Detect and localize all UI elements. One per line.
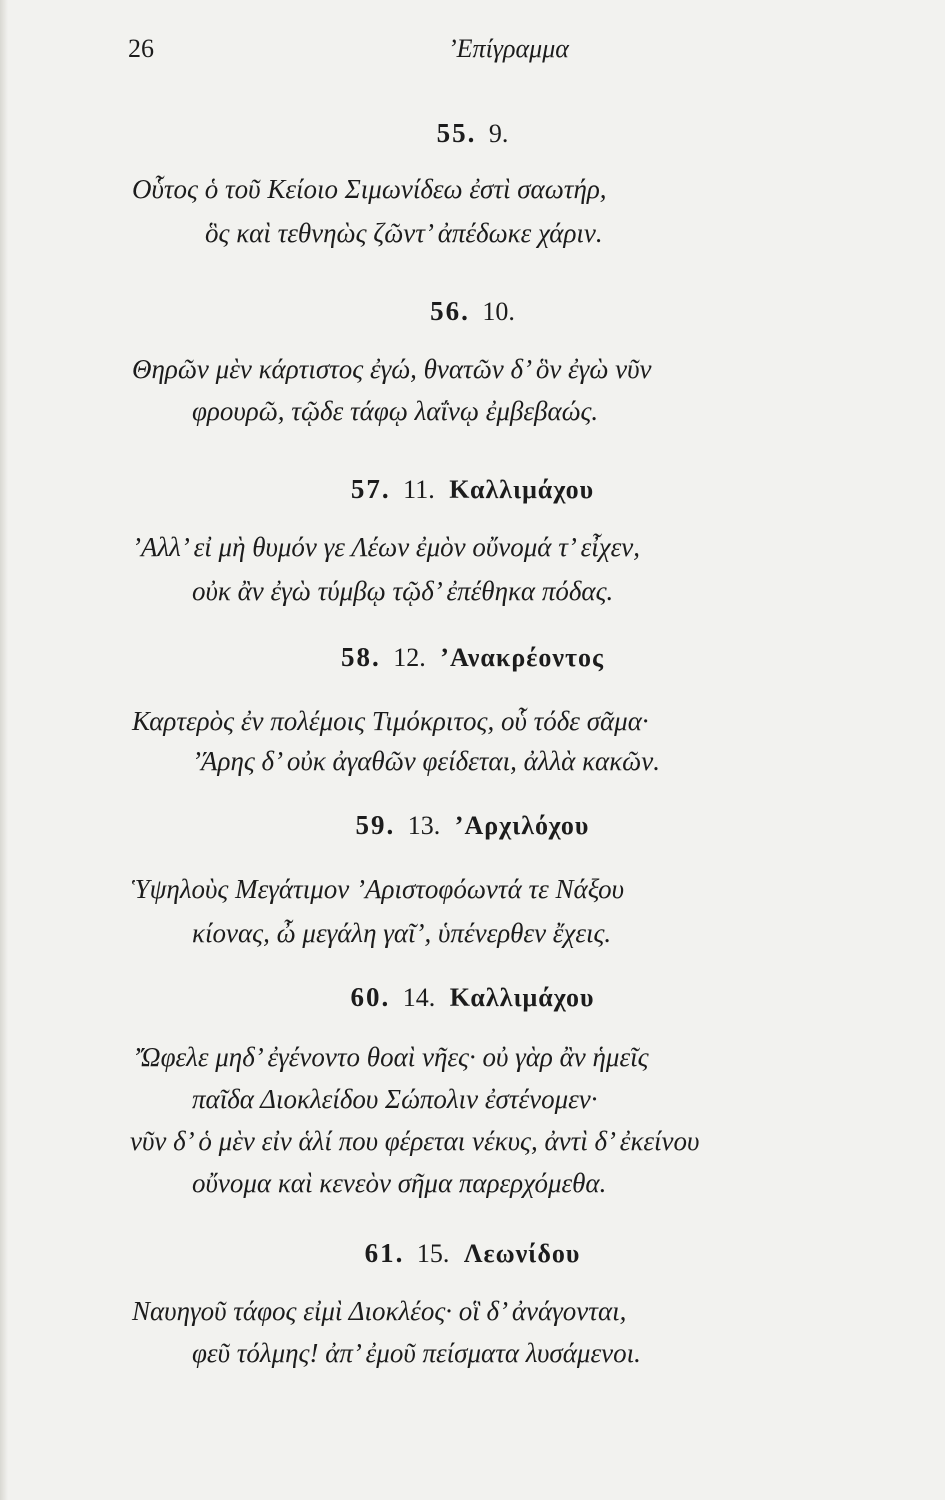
epigram-subnumber: 11. — [403, 475, 435, 504]
epigram-heading — [0, 296, 945, 327]
epigram-heading — [0, 474, 945, 505]
verse-line: φεῦ τόλμης! ἀπ’ ἐμοῦ πείσματα λυσάμενοι. — [192, 1338, 641, 1368]
epigram-author: Καλλιμάχου — [449, 983, 595, 1012]
epigram-number: 58. — [341, 642, 381, 672]
verse-line: οὐκ ἂν ἐγὼ τύμβῳ τῷδ’ ἐπέθηκα πόδας. — [192, 576, 614, 606]
verse-line: ὃς καὶ τεθνηὼς ζῶντ’ ἀπέδωκε χάριν. — [205, 218, 603, 248]
epigram-author: Καλλιμάχου — [449, 475, 595, 504]
verse-line: οὔνομα καὶ κενεὸν σῆμα παρερχόμεθα. — [192, 1168, 607, 1198]
verse-line: ’Αλλ’ εἰ μὴ θυμόν γε Λέων ἐμὸν οὔνομά τ’ εἶχεν, — [132, 532, 641, 562]
running-head: ’Επίγραμμα — [448, 34, 569, 63]
verse-line: Ναυηγοῦ τάφος εἰμὶ Διοκλέος· οἳ δ’ ἀνάγονται, — [132, 1296, 627, 1326]
epigram-number: 60. — [350, 982, 391, 1012]
epigram-subnumber: 10. — [482, 297, 515, 326]
verse-line: Ὑψηλοὺς Μεγάτιμον ’Αριστοφόωντά τε Νάξου — [132, 874, 625, 904]
verse-line: φρουρῶ, τῷδε τάφῳ λαΐνῳ ἐμβεβαώς. — [192, 396, 599, 426]
page-number: 26 — [128, 34, 154, 63]
epigram-number: 57. — [350, 474, 391, 504]
epigram-subnumber: 12. — [393, 643, 426, 672]
epigram-author: ’Αρχιλόχου — [454, 811, 590, 840]
epigram-subnumber: 13. — [407, 811, 441, 840]
verse-line: ’Ώφελε μηδ’ ἐγένοντο θοαὶ νῆες· οὐ γὰρ ἂν ἡμεῖς — [132, 1042, 649, 1072]
verse-line: παῖδα Διοκλείδου Σώπολιν ἐστένομεν· — [192, 1084, 598, 1114]
epigram-number: 56. — [430, 296, 470, 326]
epigram-number: 55. — [436, 118, 477, 148]
epigram-author: Λεωνίδου — [463, 1239, 581, 1268]
epigram-heading — [0, 642, 945, 673]
epigram-author: ’Ανακρέοντος — [440, 643, 604, 672]
epigram-number: 61. — [364, 1238, 405, 1268]
verse-line: Θηρῶν μὲν κάρτιστος ἐγώ, θνατῶν δ’ ὃν ἐγὼ νῦν — [132, 354, 652, 384]
page-edge-shadow — [0, 0, 8, 1500]
epigram-subnumber: 9. — [488, 119, 509, 148]
epigram-number: 59. — [355, 810, 396, 840]
epigram-heading — [0, 810, 945, 841]
epigram-heading — [0, 982, 945, 1013]
epigram-subnumber: 14. — [402, 983, 436, 1012]
verse-line: νῦν δ’ ὁ μὲν εἰν ἁλί που φέρεται νέκυς, ἀντὶ δ’ ἐκείνου — [130, 1126, 700, 1156]
verse-line: ’Άρης δ’ οὐκ ἀγαθῶν φείδεται, ἀλλὰ κακῶν. — [192, 746, 660, 776]
epigram-subnumber: 15. — [416, 1239, 450, 1268]
epigram-heading — [0, 118, 945, 149]
verse-line: Οὗτος ὁ τοῦ Κείοιο Σιμωνίδεω ἐστὶ σαωτήρ, — [132, 174, 607, 204]
verse-line: Καρτερὸς ἐν πολέμοις Τιμόκριτος, οὗ τόδε σᾶμα· — [132, 706, 649, 736]
verse-line: κίονας, ὦ μεγάλη γαῖ’, ὑπένερθεν ἔχεις. — [192, 918, 612, 948]
epigram-heading — [0, 1238, 945, 1269]
